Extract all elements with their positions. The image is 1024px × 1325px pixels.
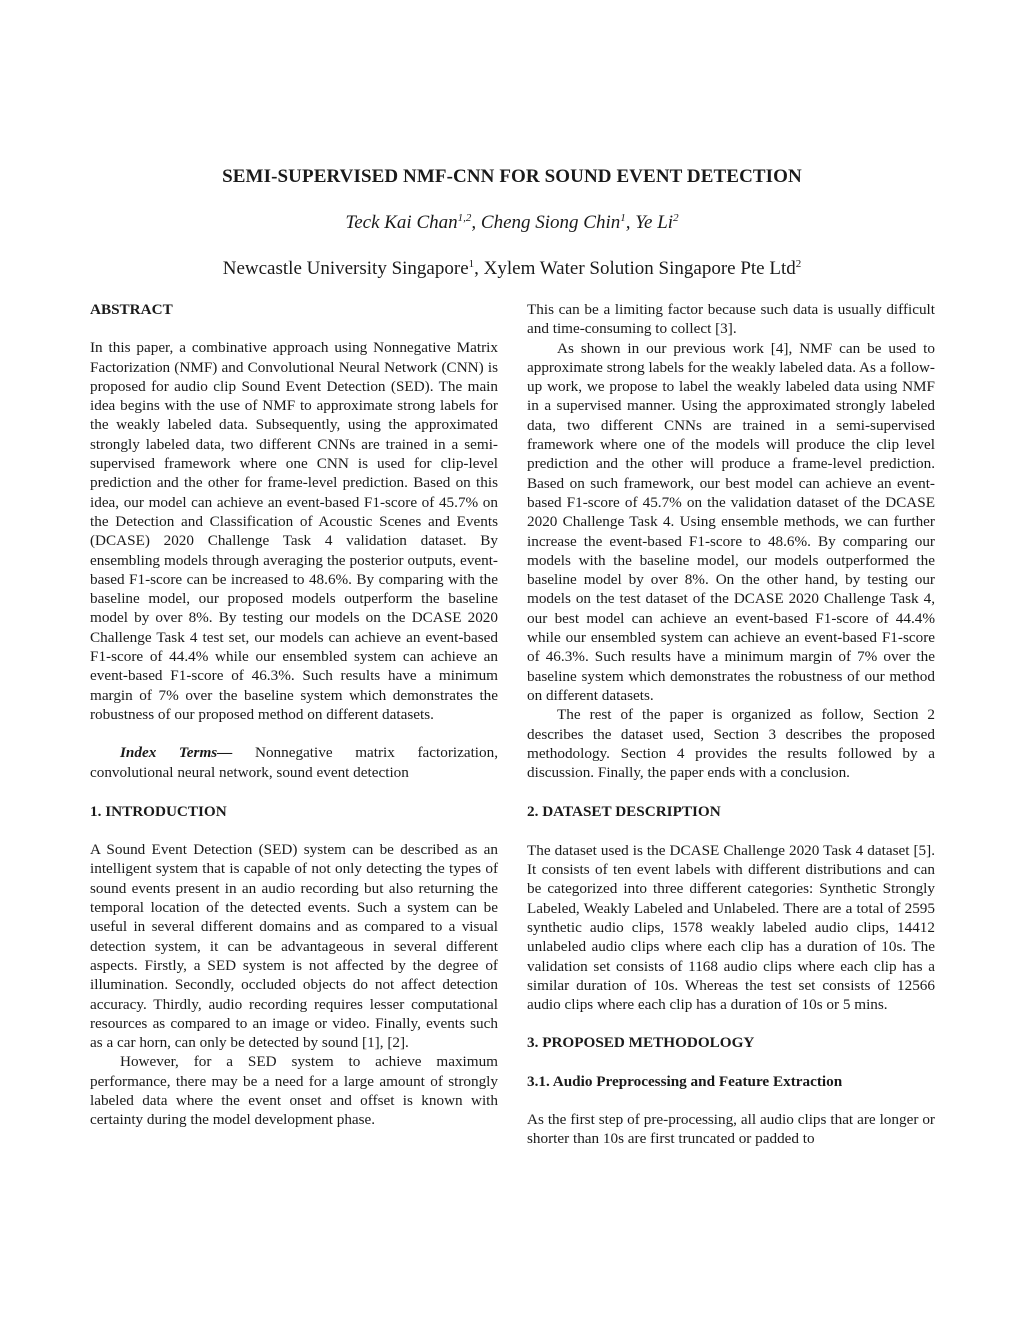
index-terms — [90, 743, 498, 782]
affiliation-name: Newcastle University Singapore — [222, 258, 469, 279]
author-superscript: 1,2 — [457, 212, 472, 224]
subsection-3-1-heading: 3.1. Audio Preprocessing and Feature Extraction — [527, 1072, 843, 1090]
author-superscript: 1 — [620, 212, 626, 224]
index-terms-text: Nonnegative matrix factorization, convolutional neural network, sound event detection — [90, 744, 499, 781]
abstract-text: In this paper, a combinative approach using Nonnegative Matrix Factorization (NMF) and Convolutional Neural Network (CNN) is proposed for audio clip Sound Event Detection (SED). The main idea begins with the use of NMF to approximate strong labels for the weakly labeled data. Subsequently, using the approximated strongly labeled data, two different CNNs are trained in a semi-supervised framework where one CNN is used for clip-level prediction and the other for frame-level prediction. Based on this idea, our model can achieve an event-based F1-score of 45.7% on the Detection and Classification of Acoustic Scenes and Events (DCASE) 2020 Challenge Task 4 validation dataset. By ensembling models through averaging the posterior outputs, event-based F1-score can be increased to 48.6%. By comparing with the baseline model, our proposed models outperform the baseline model by over 8%. By testing our models on the DCASE 2020 Challenge Task 4 test set, our models can achieve an event-based F1-score of 44.4% while our ensembled system can achieve an event-based F1-score of 46.3%. Such results have a minimum margin of 7% over the baseline system which demonstrates the robustness of our proposed method on different datasets. — [90, 339, 498, 723]
intro-paragraph-1: A Sound Event Detection (SED) system can be described as an intelligent system that is capable of not only detecting the types of sound events present in an audio recording but also returning the temporal location of the detected events. Such a system can be useful in several different domains and as compared to a visual detection system, it can be advantageous in several different aspects. Firstly, a SED system is not affected by the degree of illumination. Secondly, occluded objects do not affect detection accuracy. Thirdly, audio recording requires lesser computational resources as compared to an image or video. Finally, events such as a car horn, can only be detected by sound [1], [2]. — [90, 841, 498, 1052]
affiliation-name: Xylem Water Solution Singapore Pte Ltd — [483, 258, 796, 279]
author-name: Teck Kai Chan — [345, 212, 458, 233]
methodology-heading: 3. PROPOSED METHODOLOGY — [527, 1034, 755, 1052]
left-column — [90, 300, 498, 1130]
intro-paragraph-2: However, for a SED system to achieve maximum performance, there may be a need for a large amount of strongly labeled data where the event onset and offset is known with certainty during the model development phase. — [90, 1053, 498, 1129]
right-column — [527, 300, 935, 1149]
paper-title: SEMI-SUPERVISED NMF-CNN FOR SOUND EVENT DETECTION — [222, 166, 802, 187]
author-superscript: 2 — [673, 212, 679, 224]
subsection-3-1-paragraph-1: As the first step of pre-processing, all audio clips that are longer or shorter than 10s are first truncated or padded to — [527, 1110, 935, 1148]
index-terms-label: Index Terms— — [120, 744, 233, 762]
author-name: Ye Li — [635, 212, 674, 233]
affiliation-list — [0, 258, 1024, 280]
dataset-paragraph-1: The dataset used is the DCASE Challenge 2020 Task 4 dataset [5]. It consists of ten event labels with different distributions and can be categorized into three different categories: Synthetic Strongly Labeled, Weakly Labeled and Unlabeled. There are a total of 2595 synthetic audio clips, 1578 weakly labeled audio clips, 14412 unlabeled audio clips where each clip has a duration of 10s. The validation set consists of 1168 audio clips where each clip has a similar duration of 10s. Whereas the test set consists of 12566 audio clips where each clip has a duration of 10s or 5 mins. — [527, 841, 935, 1014]
affiliation-superscript: 2 — [795, 258, 802, 270]
affiliation-separator: , — [474, 258, 484, 279]
intro-paragraph-2-continued: This can be a limiting factor because such data is usually difficult and time-consuming to collect [3]. — [527, 301, 935, 338]
dataset-heading: 2. DATASET DESCRIPTION — [527, 803, 721, 821]
introduction-heading: 1. INTRODUCTION — [90, 802, 227, 820]
author-separator: , — [471, 212, 481, 233]
affiliation-superscript: 1 — [468, 258, 475, 270]
abstract-heading: ABSTRACT — [90, 301, 173, 318]
intro-paragraph-4: The rest of the paper is organized as follow, Section 2 describes the dataset used, Section 3 describes the proposed methodology. Section 4 provides the results followed by a discussion. Finally, the paper ends with a conclusion. — [527, 706, 935, 782]
intro-paragraph-3: As shown in our previous work [4], NMF can be used to approximate strong labels for the weakly labeled data. As a follow-up work, we propose to label the weakly labeled data using NMF in a supervised manner. Using the approximated strongly labeled data, two different CNNs are trained in a semi-supervised framework where one of the models will produce the clip level prediction and the other will produce a frame-level prediction. Based on such framework, our best model can achieve an event-based F1-score of 45.7% on the validation dataset of the DCASE 2020 Challenge Task 4. Using ensemble methods, we can further increase the event-based F1-score to 48.6%. By comparing our models with the baseline model, our models outperformed the baseline model by over 8%. On the other hand, by testing our models on the test dataset of the DCASE 2020 Challenge Task 4, our best model can achieve an event-based F1-score of 44.4% while our ensembled system can achieve an event-based F1-score of 46.3%. Such results have a minimum margin of 7% over the baseline system which demonstrates the robustness of our method on different datasets. — [527, 339, 935, 704]
author-name: Cheng Siong Chin — [480, 212, 621, 233]
author-list — [0, 212, 1024, 234]
author-separator: , — [625, 212, 636, 233]
